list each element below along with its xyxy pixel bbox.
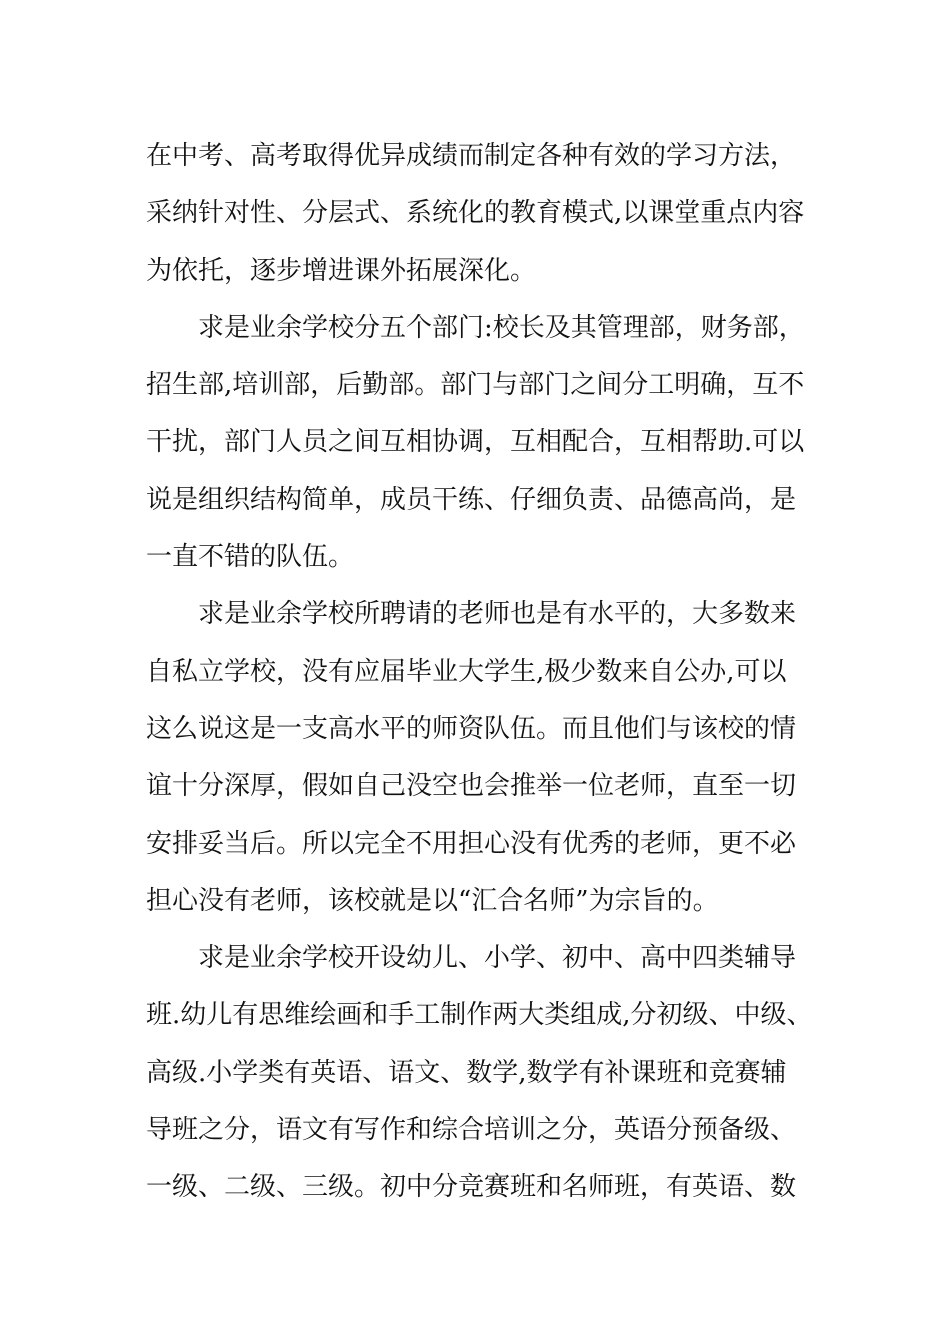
text-line: 谊十分深厚，假如自己没空也会推举一位老师，直至一切 xyxy=(146,771,797,802)
paragraph-start-line: 求是业余学校分五个部门:校长及其管理部，财务部， xyxy=(198,312,805,343)
text-line: 采纳针对性、分层式、系统化的教育模式,以课堂重点内容 xyxy=(146,198,805,229)
text-line: 自私立学校，没有应届毕业大学生,极少数来自公办,可以 xyxy=(146,656,787,687)
text-line: 干扰，部门人员之间互相协调，互相配合，互相帮助.可以 xyxy=(146,427,805,458)
text-line: 安排妥当后。所以完全不用担心没有优秀的老师，更不必 xyxy=(146,828,797,859)
text-line: 说是组织结构简单，成员干练、仔细负责、品德高尚，是 xyxy=(146,484,797,515)
text-line: 招生部,培训部，后勤部。部门与部门之间分工明确，互不 xyxy=(146,370,805,401)
text-line: 高级.小学类有英语、语文、数学,数学有补课班和竞赛辅 xyxy=(146,1057,787,1088)
paragraph-start-line: 求是业余学校所聘请的老师也是有水平的，大多数来 xyxy=(198,599,797,630)
text-line: 班.幼儿有思维绘画和手工制作两大类组成,分初级、中级、 xyxy=(146,1000,813,1031)
text-line: 在中考、高考取得优异成绩而制定各种有效的学习方法， xyxy=(146,141,797,171)
body-text xyxy=(146,128,836,1217)
text-line: 担心没有老师，该校就是以“汇合名师”为宗旨的。 xyxy=(146,885,719,916)
text-line: 导班之分，语文有写作和综合培训之分，英语分预备级、 xyxy=(146,1115,797,1146)
text-line: 一直不错的队伍。 xyxy=(146,542,355,573)
text-line: 这么说这是一支高水平的师资队伍。而且他们与该校的情 xyxy=(146,713,797,744)
text-line: 一级、二级、三级。初中分竞赛班和名师班，有英语、数 xyxy=(146,1172,797,1203)
paragraph-start-line: 求是业余学校开设幼儿、小学、初中、高中四类辅导 xyxy=(198,943,797,974)
text-line: 为依托，逐步增进课外拓展深化。 xyxy=(146,255,537,286)
